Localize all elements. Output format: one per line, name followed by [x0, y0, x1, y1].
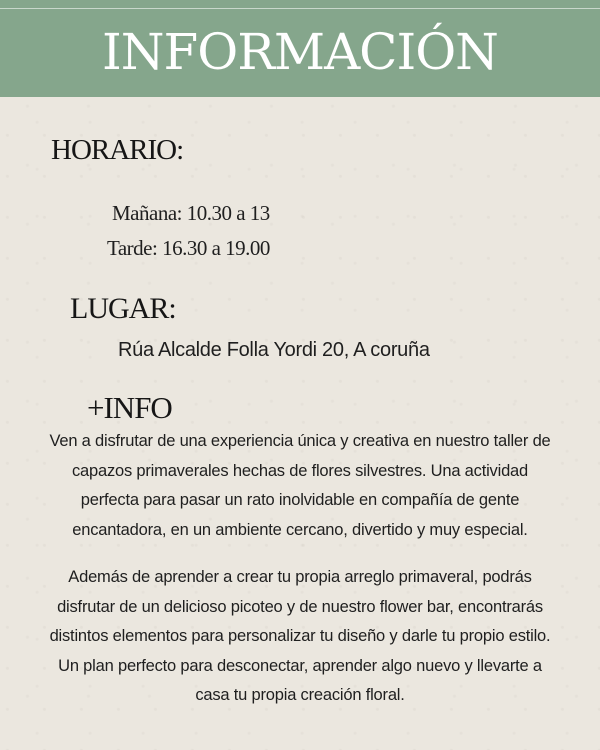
paragraph-line: Además de aprender a crear tu propia arreglo primaveral, podrás: [68, 568, 532, 586]
schedule-morning: Mañana: 10.30 a 13: [112, 201, 270, 225]
paragraph-line: disfrutar de un delicioso picoteo y de nuestro flower bar, encontrarás: [57, 597, 543, 616]
paragraph-line: encantadora, en un ambiente cercano, divertido y muy especial.: [72, 520, 528, 539]
paragraph-line: Un plan perfecto para desconectar, aprender algo nuevo y llevarte a: [58, 656, 542, 675]
info-paragraph-1: [0, 427, 600, 545]
address: Rúa Alcalde Folla Yordi 20, A coruña: [118, 339, 430, 361]
paragraph-line: casa tu propia creación floral.: [195, 686, 405, 704]
info-paragraph-2: [0, 563, 600, 711]
page-title: INFORMACIÓN: [102, 23, 498, 81]
info-heading: +INFO: [87, 390, 172, 425]
paragraph-line: Ven a disfrutar de una experiencia única y creativa en nuestro taller de: [49, 432, 551, 450]
paragraph-line: capazos primaverales hechas de flores silvestres. Una actividad: [71, 461, 529, 480]
paragraph-line: distintos elementos para personalizar tu diseño y darle tu propio estilo.: [49, 627, 551, 645]
paragraph-line: perfecta para pasar un rato inolvidable en compañía de gente: [80, 491, 520, 509]
header-banner: [0, 0, 600, 97]
header-divider-line: [0, 8, 600, 9]
horario-heading: HORARIO:: [51, 134, 184, 166]
schedule-afternoon: Tarde: 16.30 a 19.00: [107, 236, 270, 260]
lugar-heading: LUGAR:: [70, 292, 176, 325]
